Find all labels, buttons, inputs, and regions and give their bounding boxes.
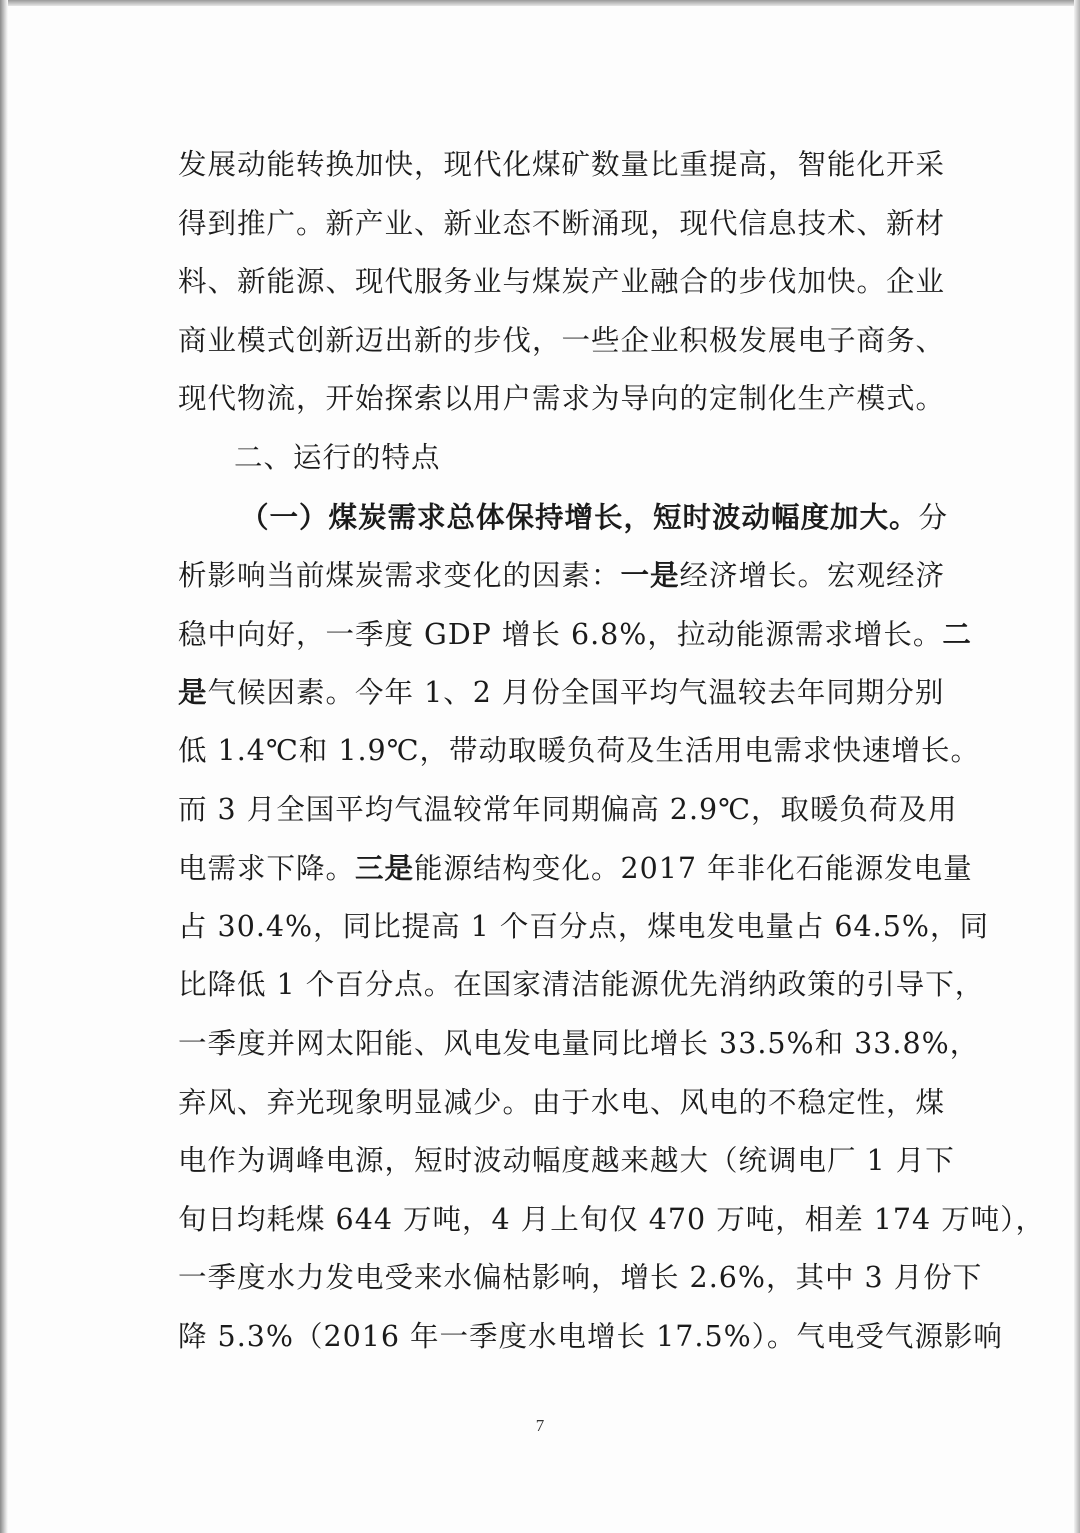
text-line xyxy=(178,839,973,898)
text-line xyxy=(178,488,949,547)
text-fragment: 电需求下降。 xyxy=(178,852,356,886)
text-line: 料、新能源、现代服务业与煤炭产业融合的步伐加快。企业 xyxy=(178,265,946,299)
page-number: 7 xyxy=(535,1416,545,1435)
scan-edge-right xyxy=(1074,0,1080,1533)
text-line: 一季度并网太阳能、风电发电量同比增长 33.5%和 33.8%， xyxy=(178,1026,980,1060)
text-line: 旬日均耗煤 644 万吨，4 月上旬仅 470 万吨，相差 174 万吨）， xyxy=(178,1202,1045,1236)
text-line: 得到推广。新产业、新业态不断涌现，现代信息技术、新材 xyxy=(178,206,946,240)
text-line: 商业模式创新迈出新的步伐，一些企业积极发展电子商务、 xyxy=(178,323,946,357)
emphasis-third: 三是 xyxy=(355,851,415,886)
text-line: 电作为调峰电源，短时波动幅度越来越大（统调电厂 1 月下 xyxy=(178,1144,955,1178)
text-line: 弃风、弃光现象明显减少。由于水电、风电的不稳定性，煤 xyxy=(178,1085,946,1119)
text-line: 而 3 月全国平均气温较常年同期偏高 2.9℃，取暖负荷及用 xyxy=(178,792,958,826)
text-line: 现代物流，开始探索以用户需求为导向的定制化生产模式。 xyxy=(178,382,946,416)
text-line: 低 1.4℃和 1.9℃，带动取暖负荷及生活用电需求快速增长。 xyxy=(178,733,981,767)
scan-edge-top xyxy=(0,0,1080,6)
text-line xyxy=(178,546,946,605)
text-fragment: 分 xyxy=(918,500,949,534)
emphasis-first: 一是 xyxy=(620,558,680,593)
text-line: 降 5.3%（2016 年一季度水电增长 17.5%）。气电受气源影响 xyxy=(178,1319,1003,1353)
text-line: 一季度水力发电受来水偏枯影响，增长 2.6%，其中 3 月份下 xyxy=(178,1261,983,1295)
text-fragment: 经济增长。宏观经济 xyxy=(679,559,946,593)
text-line: 占 30.4%，同比提高 1 个百分点，煤电发电量占 64.5%，同 xyxy=(178,909,989,943)
text-line xyxy=(178,605,972,664)
text-line: 发展动能转换加快，现代化煤矿数量比重提高，智能化开采 xyxy=(178,148,946,181)
text-fragment: 气候因素。今年 1、2 月份全国平均气温较去年同期分别 xyxy=(207,676,945,710)
body-text xyxy=(178,136,1045,1366)
emphasis-second: 二 xyxy=(942,616,972,651)
text-line: 比降低 1 个百分点。在国家清洁能源优先消纳政策的引导下， xyxy=(178,968,985,1002)
text-line xyxy=(178,663,945,722)
text-fragment: 稳中向好，一季度 GDP 增长 6.8%，拉动能源需求增长。 xyxy=(178,617,943,651)
subheading: （一）煤炭需求总体保持增长，短时波动幅度加大。 xyxy=(240,499,919,534)
section-heading: 二、运行的特点 xyxy=(234,440,441,474)
text-fragment: 能源结构变化。2017 年非化石能源发电量 xyxy=(414,852,973,886)
emphasis-second-cont: 是 xyxy=(178,675,208,710)
scan-edge-left xyxy=(0,0,8,1533)
text-fragment: 析影响当前煤炭需求变化的因素： xyxy=(178,559,621,593)
